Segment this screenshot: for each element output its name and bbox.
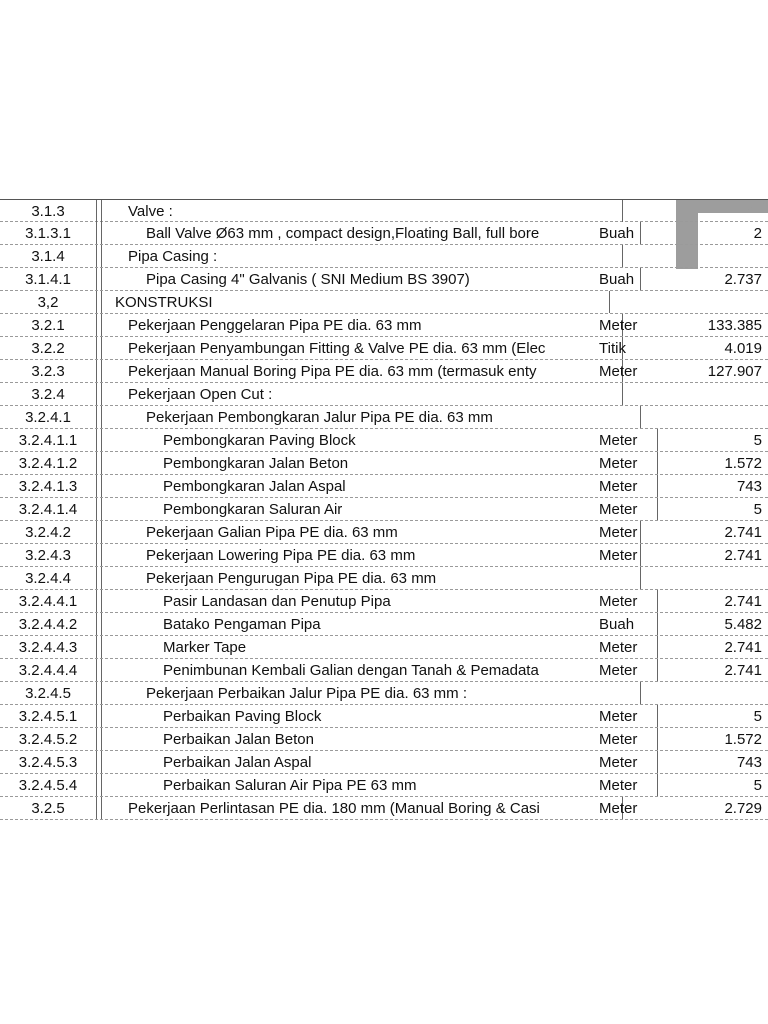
item-number-cell: 3.2.4.1 [0,406,97,428]
quantity-cell [680,245,762,267]
item-number-cell: 3.2.4.5.3 [0,751,97,773]
quantity-cell [680,567,762,589]
unit-cell: Buah [599,225,635,242]
item-number-cell: 3.2.4.4.3 [0,636,97,658]
item-number-cell: 3.2.4.4.1 [0,590,97,612]
item-number-cell: 3.2.4.1.1 [0,429,97,451]
description-text: Pekerjaan Perlintasan PE dia. 180 mm (Manual Boring & Casi [128,800,540,817]
item-number-cell: 3.2.4.4.4 [0,659,97,681]
table-row [0,797,768,820]
table-row [0,682,768,705]
quantity-cell [680,291,762,313]
item-number-cell: 3.2.4.3 [0,544,97,566]
unit-cell: Meter [599,501,638,518]
description-cell [101,360,623,382]
table-row [0,314,768,337]
table-row [0,291,768,314]
quantity-cell: 5.482 [724,616,762,633]
table-row [0,521,768,544]
unit-cell: Buah [599,616,635,633]
table-row [0,613,768,636]
description-cell [101,268,641,290]
description-cell [101,682,641,704]
unit-cell: Meter [599,593,638,610]
description-text: Perbaikan Jalan Aspal [163,754,312,771]
description-text: Marker Tape [163,639,247,656]
item-number-cell: 3.2.4.5.4 [0,774,97,796]
unit-cell: Meter [599,731,638,748]
unit-cell: Meter [599,432,638,449]
table-row [0,222,768,245]
item-number-cell: 3.2.4.2 [0,521,97,543]
item-number-cell: 3.2.1 [0,314,97,336]
description-text: Pekerjaan Lowering Pipa PE dia. 63 mm [146,547,416,564]
item-number-cell: 3,2 [0,291,97,313]
item-number-cell: 3.2.2 [0,337,97,359]
quantity-cell: 2.729 [724,800,762,817]
quantity-cell: 5 [753,432,762,449]
unit-cell: Meter [599,524,638,541]
table-row [0,544,768,567]
description-cell [101,314,623,336]
description-cell [101,200,623,222]
item-number-cell: 3.2.4.5.1 [0,705,97,727]
table-row [0,590,768,613]
quantity-cell: 743 [736,754,762,771]
description-cell [101,521,641,543]
table-row [0,728,768,751]
item-number-cell: 3.2.4.5.2 [0,728,97,750]
unit-cell [599,200,679,222]
item-number-cell: 3.1.4 [0,245,97,267]
description-text: Perbaikan Jalan Beton [163,731,314,748]
description-text: Pekerjaan Penggelaran Pipa PE dia. 63 mm [128,317,422,334]
unit-cell: Meter [599,754,638,771]
quantity-cell: 4.019 [724,340,762,357]
description-cell [101,774,658,796]
unit-cell: Meter [599,547,638,564]
description-cell [101,222,641,244]
table-row [0,406,768,429]
description-cell [101,797,623,819]
quantity-cell: 127.907 [707,363,762,380]
description-text: Pekerjaan Penyambungan Fitting & Valve PE dia. 63 mm (Elec [128,340,546,357]
description-cell [101,383,623,405]
description-text: Pipa Casing : [128,248,218,265]
quantity-cell: 2.737 [724,271,762,288]
table-row [0,360,768,383]
table-row [0,452,768,475]
description-text: Pembongkaran Paving Block [163,432,356,449]
unit-cell [599,682,679,704]
quantity-cell: 1.572 [724,731,762,748]
description-text: Pipa Casing 4" Galvanis ( SNI Medium BS 3907) [146,271,470,288]
description-text: KONSTRUKSI [115,294,213,311]
description-text: Pekerjaan Pengurugan Pipa PE dia. 63 mm [146,570,437,587]
quantity-cell: 2.741 [724,547,762,564]
table-row [0,199,768,222]
description-text: Pembongkaran Saluran Air [163,501,343,518]
description-cell [101,728,658,750]
unit-cell: Buah [599,271,635,288]
quantity-cell: 5 [753,708,762,725]
description-text: Pekerjaan Perbaikan Jalur Pipa PE dia. 63 mm : [146,685,467,702]
quantity-cell [680,406,762,428]
item-number-cell: 3.1.4.1 [0,268,97,290]
item-number-cell: 3.2.4.5 [0,682,97,704]
description-text: Pekerjaan Galian Pipa PE dia. 63 mm [146,524,398,541]
description-cell [101,452,658,474]
item-number-cell: 3.2.3 [0,360,97,382]
unit-cell [599,383,679,405]
table-row [0,751,768,774]
quantity-cell [680,200,762,222]
table-row [0,475,768,498]
table-row [0,636,768,659]
description-cell [101,498,658,520]
table-row [0,498,768,521]
unit-cell: Meter [599,777,638,794]
description-text: Pasir Landasan dan Penutup Pipa [163,593,391,610]
quantity-cell: 2.741 [724,639,762,656]
unit-cell: Meter [599,317,638,334]
unit-cell [599,406,679,428]
quantity-cell [680,383,762,405]
description-cell [101,429,658,451]
description-cell [101,659,658,681]
description-text: Penimbunan Kembali Galian dengan Tanah & Pemadata [163,662,539,679]
quantity-cell: 5 [753,501,762,518]
spreadsheet-table [0,199,768,820]
item-number-cell: 3.2.4 [0,383,97,405]
unit-cell: Titik [599,340,626,357]
table-row [0,774,768,797]
table-row [0,245,768,268]
description-text: Perbaikan Paving Block [163,708,322,725]
item-number-cell: 3.2.4.4.2 [0,613,97,635]
description-text: Pembongkaran Jalan Aspal [163,478,346,495]
unit-cell: Meter [599,800,638,817]
unit-cell: Meter [599,639,638,656]
unit-cell: Meter [599,455,638,472]
description-text: Valve : [128,203,173,220]
quantity-cell: 1.572 [724,455,762,472]
item-number-cell: 3.2.4.1.2 [0,452,97,474]
quantity-cell: 5 [753,777,762,794]
table-row [0,567,768,590]
description-cell [101,567,641,589]
description-cell [101,406,641,428]
description-cell [101,337,623,359]
table-row [0,383,768,406]
unit-cell: Meter [599,662,638,679]
description-text: Perbaikan Saluran Air Pipa PE 63 mm [163,777,417,794]
unit-cell: Meter [599,478,638,495]
description-cell [101,291,610,313]
unit-cell [599,245,679,267]
unit-cell: Meter [599,708,638,725]
quantity-cell: 2.741 [724,593,762,610]
quantity-cell: 133.385 [707,317,762,334]
quantity-cell: 2.741 [724,662,762,679]
item-number-cell: 3.1.3.1 [0,222,97,244]
item-number-cell: 3.2.5 [0,797,97,819]
description-text: Pembongkaran Jalan Beton [163,455,349,472]
description-cell [101,636,658,658]
item-number-cell: 3.1.3 [0,200,97,222]
description-text: Pekerjaan Manual Boring Pipa PE dia. 63 mm (termasuk enty [128,363,537,380]
table-row [0,429,768,452]
description-cell [101,613,658,635]
description-cell [101,751,658,773]
description-text: Ball Valve Ø63 mm , compact design,Floating Ball, full bore [146,225,540,242]
description-cell [101,590,658,612]
description-cell [101,245,623,267]
description-text: Pekerjaan Open Cut : [128,386,273,403]
quantity-cell: 2.741 [724,524,762,541]
description-cell [101,544,641,566]
quantity-cell [680,682,762,704]
quantity-cell: 743 [736,478,762,495]
unit-cell: Meter [599,363,638,380]
item-number-cell: 3.2.4.4 [0,567,97,589]
table-row [0,268,768,291]
quantity-cell: 2 [753,225,762,242]
unit-cell [599,291,679,313]
table-row [0,659,768,682]
unit-cell [599,567,679,589]
table-row [0,337,768,360]
description-cell [101,475,658,497]
description-cell [101,705,658,727]
description-text: Batako Pengaman Pipa [163,616,321,633]
item-number-cell: 3.2.4.1.3 [0,475,97,497]
table-row [0,705,768,728]
description-text: Pekerjaan Pembongkaran Jalur Pipa PE dia. 63 mm [146,409,493,426]
item-number-cell: 3.2.4.1.4 [0,498,97,520]
